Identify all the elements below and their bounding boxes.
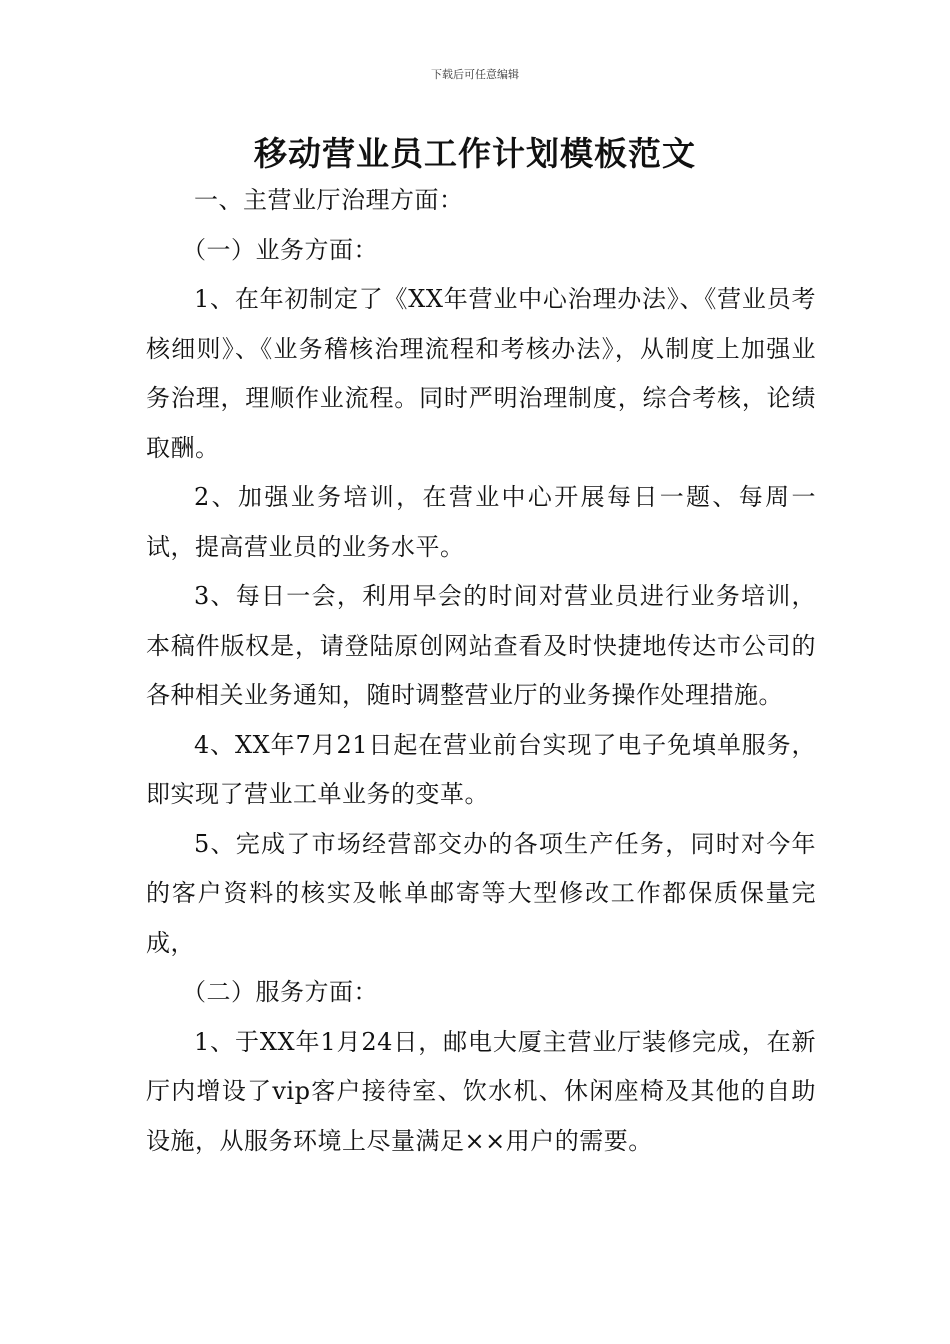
document-title: 移动营业员工作计划模板范文	[254, 134, 696, 173]
paragraph-item: 4、XX年7月21日起在营业前台实现了电子免填单服务，即实现了营业工单业务的变革。	[146, 730, 816, 808]
paragraph-item: 3、每日一会，利用早会的时间对营业员进行业务培训，本稿件版权是，请登陆原创网站查看及时快捷地传达市公司的各种相关业务通知，随时调整营业厅的业务操作处理措施。	[146, 582, 816, 709]
subsection-heading-service: （二）服务方面：	[182, 978, 378, 1006]
section-heading-1: 一、主营业厅治理方面：	[194, 186, 464, 214]
page-header-note: 下载后可任意编辑	[431, 68, 519, 81]
paragraph-item: 1、在年初制定了《XX年营业中心治理办法》、《营业员考核细则》、《业务稽核治理流程和考核办法》，从制度上加强业务治理，理顺作业流程。同时严明治理制度，综合考核，论绩取酬。	[146, 285, 816, 462]
subsection-heading-business: （一）业务方面：	[182, 235, 378, 264]
paragraph-item: 2、加强业务培训，在营业中心开展每日一题、每周一试，提高营业员的业务水平。	[146, 483, 816, 561]
document-body	[146, 176, 816, 1166]
paragraph-item: 1、于XX年1月24日，邮电大厦主营业厅装修完成，在新厅内增设了vip客户接待室、饮水机、休闲座椅及其他的自助设施，从服务环境上尽量满足××用户的需要。	[146, 1027, 816, 1155]
paragraph-item: 5、完成了市场经营部交办的各项生产任务，同时对今年的客户资料的核实及帐单邮寄等大型修改工作都保质保量完成，	[146, 829, 816, 957]
